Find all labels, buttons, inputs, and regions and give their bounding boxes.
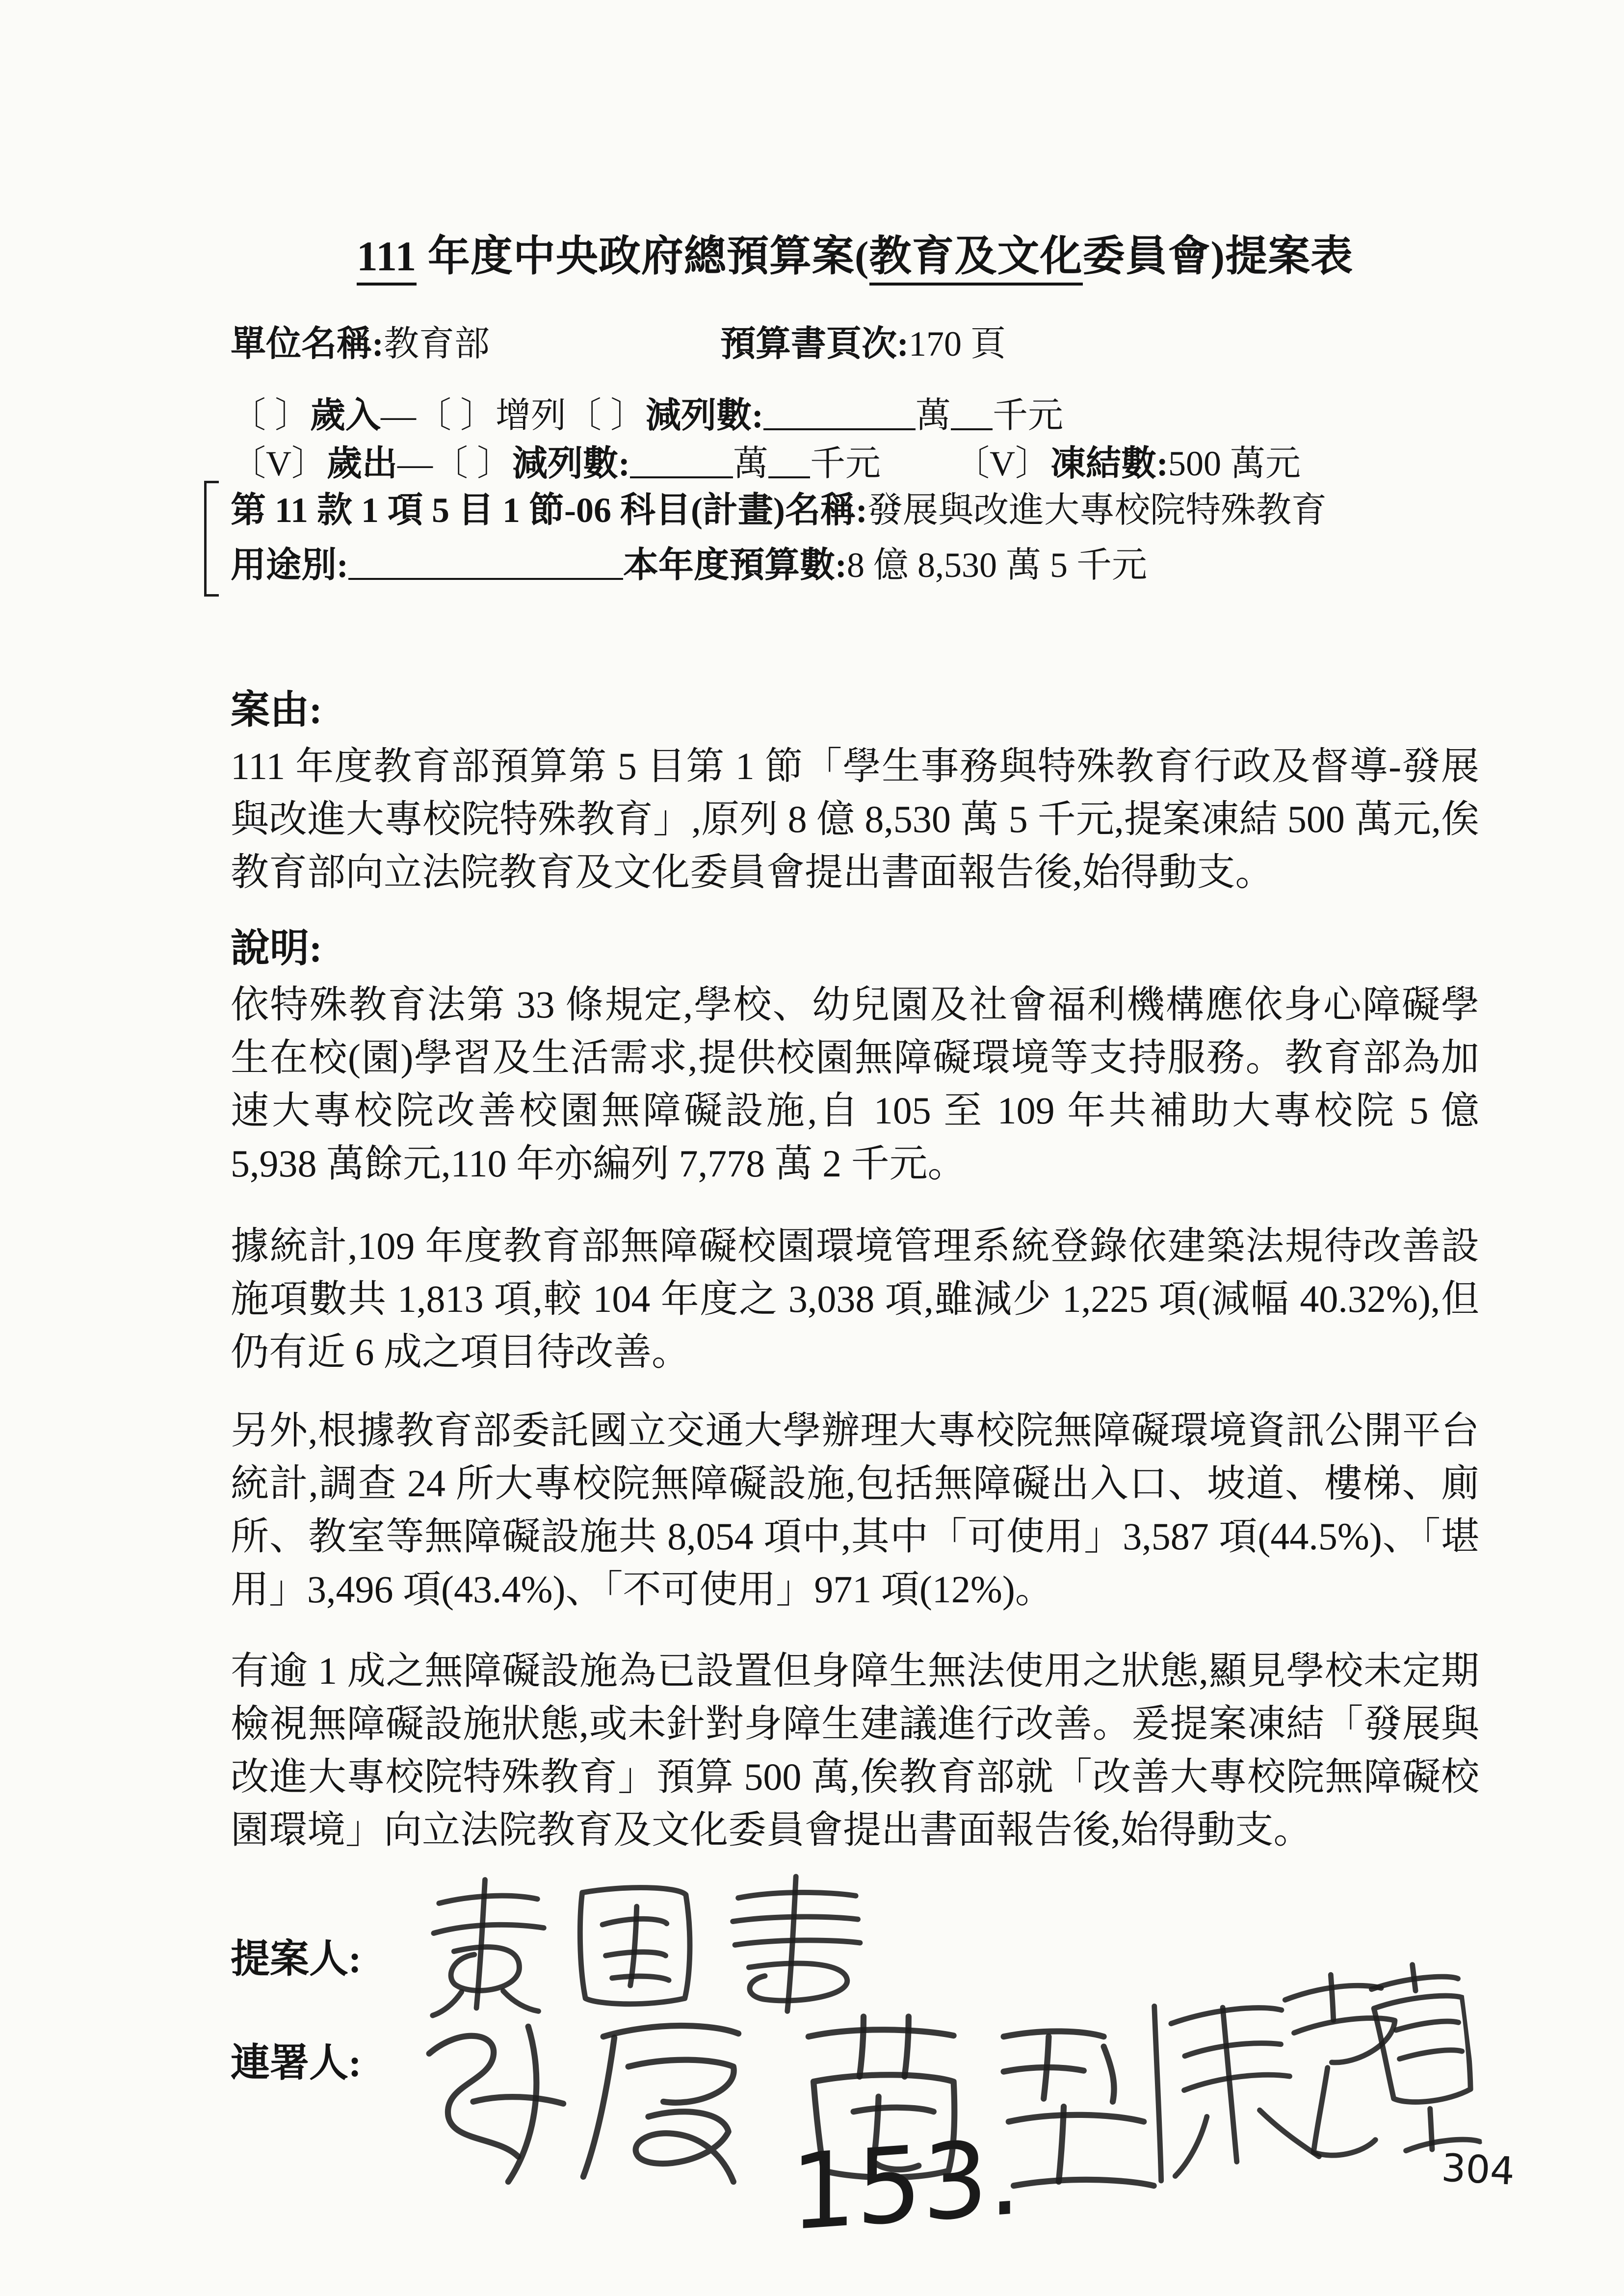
freeze-label: 凍結數: (1050, 444, 1169, 483)
expenditure-label: 歲出 (327, 444, 398, 483)
revenue-line (231, 387, 1063, 438)
usage-label: 用途別: (231, 546, 348, 585)
revenue-amount-blank (763, 402, 916, 430)
explanation-heading: 說明: (231, 927, 322, 970)
expenditure-line (231, 435, 1301, 486)
explanation-paragraph-2: 據統計,109 年度教育部無障礙校園環境管理系統登錄依建築法規待改善設施項數共 1,813 項,較 104 年度之 3,038 項,雖減少 1,225 項(減幅 40.32%),但仍有近 6 成之項目待改善。 (231, 1225, 1479, 1373)
handwritten-corner-page-number: 304 (1440, 2146, 1516, 2194)
cosigner-signature-2-handwriting (1122, 1949, 1483, 2194)
proposer-label: 提案人: (231, 1938, 362, 1981)
expenditure-amount-blank-2 (768, 450, 810, 478)
budget-page-value: 170 頁 (908, 324, 1006, 364)
budget-item-line-2 (231, 538, 1479, 593)
case-heading: 案由: (231, 689, 322, 732)
budget-item-value: 發展與改進大專校院特殊教育 (867, 491, 1327, 530)
explanation-paragraph-4: 有逾 1 成之無障礙設施為已設置但身障生無法使用之狀態,顯見學校未定期檢視無障礙設施狀態,或未針對身障生建議進行改善。爰提案凍結「發展與改進大專校院特殊教育」預算 500 萬,俟教育部就「改善大專校院無障礙校園環境」向立法院教育及文化委員會提出書面報告後,始得動支。 (231, 1649, 1479, 1851)
cosigner-label: 連署人: (231, 2042, 362, 2085)
unit-name-label: 單位名稱: (231, 324, 384, 364)
revenue-sub-label: 減列數: (646, 396, 764, 435)
revenue-unit-wan: 萬 (916, 396, 951, 435)
annual-budget-value: 8 億 8,530 萬 5 千元 (846, 546, 1147, 585)
section-bracket (204, 481, 219, 597)
budget-page-label: 預算書頁次: (720, 324, 909, 364)
cosigner-signature-2-svg (1122, 1949, 1483, 2192)
handwritten-center-number: 153. (790, 2116, 1022, 2254)
annual-budget-label: 本年度預算數: (623, 546, 847, 585)
revenue-label: 歲入 (310, 396, 381, 435)
case-body: 111 年度教育部預算第 5 目第 1 節「學生事務與特殊教育行政及督導-發展與改進大專校院特殊教育」,原列 8 億 8,530 萬 5 千元,提案凍結 500 萬元,俟教育部向立法院教育及文化委員會提出書面報告後,始得動支。 (231, 745, 1479, 893)
expenditure-amount-blank (630, 450, 733, 478)
document-title (231, 222, 1479, 283)
cosigner-signature-1-svg (412, 2006, 1163, 2196)
expenditure-sub-label: 減列數: (512, 444, 630, 483)
budget-item-label: 第 11 款 1 項 5 目 1 節-06 科目(計畫)名稱: (231, 491, 867, 530)
expenditure-unit-qian: 千元 (810, 444, 881, 483)
title-committee: 教育及文化 (869, 233, 1083, 286)
expenditure-checkbox: 〔V〕 (231, 444, 327, 483)
revenue-unit-qian: 千元 (993, 396, 1064, 435)
revenue-amount-blank-2 (951, 402, 993, 430)
meta-line (231, 315, 1006, 366)
title-mid: 年度中央政府總預算案( (417, 233, 869, 280)
budget-item-block (231, 483, 1479, 593)
expenditure-middle: —〔 〕 (397, 444, 513, 483)
cosigner-signature-1-handwriting (412, 2006, 1163, 2198)
revenue-checkbox: 〔 〕 (231, 396, 311, 435)
explanation-paragraph-3: 另外,根據教育部委託國立交通大學辦理大專校院無障礙環境資訊公開平台統計,調查 24 所大專校院無障礙設施,包括無障礙出入口、坡道、樓梯、廁所、教室等無障礙設施共 8,054 項中,其中「可使用」3,587 項(44.5%)、「堪用」3,496 項(43.4%)、「不可使用」971 項(12%)。 (231, 1409, 1479, 1611)
expenditure-unit-wan: 萬 (733, 444, 769, 483)
unit-name-value: 教育部 (383, 324, 490, 364)
freeze-checkbox: 〔V〕 (954, 444, 1051, 483)
explanation-paragraph-1: 依特殊教育法第 33 條規定,學校、幼兒園及社會福利機構應依身心障礙學生在校(園)學習及生活需求,提供校園無障礙環境等支持服務。教育部為加速大專校院改善校園無障礙設施,自 105 至 109 年共補助大專校院 5 億 5,938 萬餘元,110 年亦編列 7,778 萬 2 千元。 (231, 983, 1479, 1185)
title-year: 111 (357, 233, 417, 286)
revenue-middle: —〔 〕增列〔 〕 (381, 396, 646, 435)
budget-item-line-1 (231, 483, 1479, 538)
freeze-value: 500 萬元 (1168, 444, 1301, 483)
usage-blank (348, 551, 623, 580)
title-tail: 委員會)提案表 (1082, 233, 1354, 280)
proposer-signature-handwriting (422, 1870, 903, 2022)
proposer-signature-svg (422, 1870, 903, 2020)
